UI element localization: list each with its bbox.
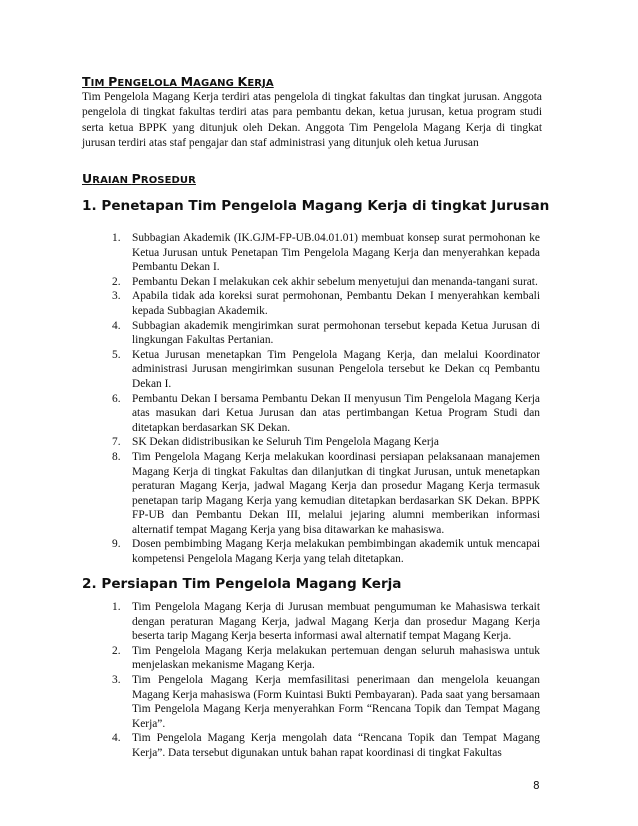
- team-description-paragraph: Tim Pengelola Magang Kerja terdiri atas pengelola di tingkat fakultas dan tingkat jurusan. Anggota pengelola di tingkat fakultas terdiri atas para pembantu dekan, ketua jurusan, ketua program studi serta ketua BPPK yang ditunjuk oleh Dekan. Anggota Tim Pengelola Magang Kerja di tingkat jurusan terdiri atas staf pengajar dan staf administrasi yang ditunjuk oleh ketua Jurusan: [82, 91, 542, 150]
- list-item: 5. Ketua Jurusan menetapkan Tim Pengelola Magang Kerja, dan melalui Koordinator administrasi Jurusan mengirimkan susunan Pengelola tersebut ke Dekan cq Pembantu Dekan I.: [112, 348, 540, 390]
- list-item: 3. Apabila tidak ada koreksi surat permohonan, Pembantu Dekan I menyerahkan kembali kepada Subbagian Akademik.: [112, 290, 540, 317]
- subsection-1-list: [104, 231, 540, 567]
- list-item: 4. Tim Pengelola Magang Kerja mengolah data “Rencana Topik dan Tempat Magang Kerja”. Data tersebut digunakan untuk bahan rapat koordinasi di tingkat Fakultas: [112, 732, 540, 759]
- list-item: 7. SK Dekan didistribusikan ke Seluruh Tim Pengelola Magang Kerja: [112, 436, 439, 449]
- page-number: 8: [533, 780, 540, 792]
- list-item: 9. Dosen pembimbing Magang Kerja melakukan pembimbingan akademik untuk mencapai kompetensi Pengelola Magang Kerja yang telah ditetapkan.: [112, 538, 540, 566]
- list-item: 2. Tim Pengelola Magang Kerja melakukan pertemuan dengan seluruh mahasiswa untuk menjelaskan mekanisme Magang Kerja.: [112, 644, 540, 672]
- heading-tim-pengelola: TIM PENGELOLA MAGANG KERJA: [82, 74, 274, 89]
- list-item: 4. Subbagian akademik mengirimkan surat permohonan tersebut kepada Ketua Jurusan di lingkungan Fakultas Pertanian.: [112, 319, 540, 347]
- subsection-2-title: 2. Persiapan Tim Pengelola Magang Kerja: [82, 576, 402, 592]
- heading-uraian-prosedur: URAIAN PROSEDUR: [82, 171, 196, 186]
- list-item: 1. Tim Pengelola Magang Kerja di Jurusan membuat pengumuman ke Mahasiswa terkait dengan peraturan Magang Kerja, jadwal Magang Kerja dan prosedur Magang Kerja beserta tarip Magang Kerja beserta informasi awal alternatif tempat Magang Kerja.: [112, 601, 540, 643]
- subsection-2-list: [104, 600, 540, 761]
- subsection-1-title: 1. Penetapan Tim Pengelola Magang Kerja di tingkat Jurusan: [82, 198, 550, 214]
- list-item: 3. Tim Pengelola Magang Kerja memfasilitasi penerimaan dan mengelola keuangan Magang Kerja mahasiswa (Form Kuintasi Bukti Pembayaran). Pada saat yang bersamaan Tim Pengelola Magang Kerja menyerahkan Form “Rencana Topik dan Tempat Magang Kerja”.: [112, 673, 540, 730]
- list-item: 2. Pembantu Dekan I melakukan cek akhir sebelum menyetujui dan menanda-tangani surat.: [112, 275, 538, 288]
- list-item: 6. Pembantu Dekan I bersama Pembantu Dekan II menyusun Tim Pengelola Magang Kerja atas masukan dari Ketua Jurusan dan atas pertimbangan Ketua Program Studi dan ditetapkan berdasarkan SK Dekan.: [112, 392, 540, 434]
- list-item: 1. Subbagian Akademik (IK.GJM-FP-UB.04.01.01) membuat konsep surat permohonan ke Ketua Jurusan untuk Penetapan Tim Pengelola Magang Kerja dan menyerahkan kepada Pembantu Dekan I.: [112, 232, 540, 274]
- list-item: 8. Tim Pengelola Magang Kerja melakukan koordinasi persiapan pelaksanaan manajemen Magang Kerja di tingkat Fakultas dan dilanjutkan di tingkat Jurusan, untuk menetapkan peraturan Magang Kerja, jadwal Magang Kerja dan prosedur Magang Kerja termasuk penetapan tarip Magang Kerja yang kemudian ditetapkan berdasarkan SK Dekan. BPPK FP-UB dan Pembantu Dekan III, melalui jejaring alumni memberikan informasi alternatif tempat Magang Kerja yang bisa ditawarkan ke mahasiswa.: [112, 450, 540, 536]
